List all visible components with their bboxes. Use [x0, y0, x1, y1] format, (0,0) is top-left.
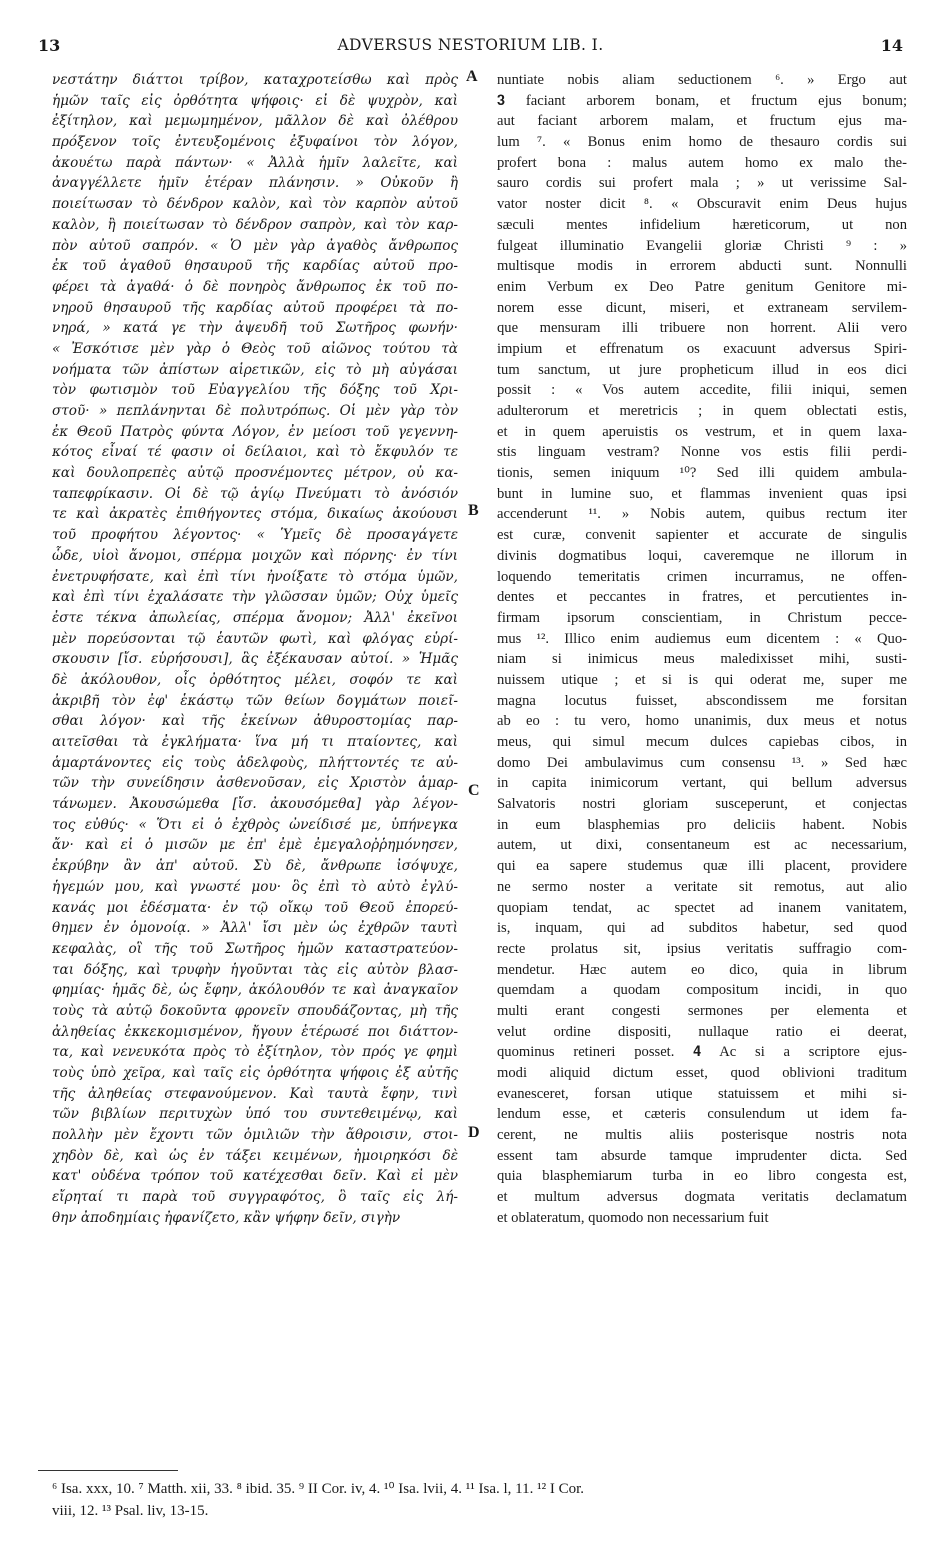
latin-text-line: multi erant congesti sermones per elementa et [497, 1002, 907, 1019]
greek-text-line: ἄν· καὶ εἰ ὁ μισῶν με ἐπ' ἐμὲ ἐμεγαλοῤῥημόνησεν, [52, 837, 458, 854]
greek-text-line: κατ' οὐδένα τρόπον τοῦ κατέχεσθαι δεῖν. Καὶ εἰ μὲν [52, 1168, 458, 1185]
latin-text-line: sauro cordis sui profert mala ; » ut verissime Sal- [497, 175, 907, 192]
latin-text-line: est curæ, convenit sapienter et accurate de singulis [497, 527, 907, 544]
latin-text-line: Salvatoris nostri gloriam susceperunt, et conjectas [497, 796, 907, 813]
latin-text-line: que mensuram illi tribuere non horrent. Alii vero [497, 320, 907, 337]
greek-text-line: τῶν τὴν συνείδησιν ἀσθενοῦσαν, εἰς Χριστὸν ἁμαρ- [52, 775, 458, 792]
greek-text-line: ποιείτωσαν τὸ δένδρον καλὸν, καὶ τὸν καρπὸν αὐτοῦ [52, 196, 458, 213]
greek-text-line: νηρά, » κατά γε τὴν ἀψευδῆ τοῦ Σωτῆρος φωνήν· [52, 320, 458, 337]
greek-text-line: θημεν ἐν ὁμονοίᾳ. » Ἀλλ' ἴσι μὲν ὡς ἐχθρῶν ταυτὶ [52, 920, 458, 937]
greek-text-line: τα, καὶ νενευκότα πρὸς τὸ ἐξίτηλον, τὸν πρός γε φημὶ [52, 1044, 458, 1061]
latin-text-line: vator noster dicit ⁸. « Obscuravit enim Deus hujus [497, 196, 907, 213]
latin-text-line: bunt in lumine suo, et flammas invenient quas ipsi [497, 485, 907, 502]
latin-text-line: recte prolatus sit, ipsius veritatis suffragio com- [497, 940, 907, 957]
greek-text-line: δὲ ἀκόλουθον, οἷς ὀρθότητος μέλει, σοφόν τε καὶ [52, 671, 458, 688]
latin-text-line: magna locutus fuisset, abscondissem me forsitan [497, 692, 907, 709]
latin-text-line: qui ea sapere studemus quæ illi placent, providere [497, 858, 907, 875]
greek-text-line: αιτεῖσθαι τὰ ἐγκλήματα· ἵνα μή τι πταίοντες, καὶ [52, 734, 458, 750]
greek-text-line: νηροῦ θησαυροῦ τῆς καρδίας αὐτοῦ προφέρει τὰ πο- [52, 299, 458, 316]
latin-text-line: sæculi mentes infidelium hæreticorum, ut non [497, 216, 907, 233]
margin-marker-b: B [468, 502, 479, 519]
greek-text-line: « Ἐσκότισε μὲν γὰρ ὁ Θεὸς τοῦ αἰῶνος τούτου τὰ [52, 340, 458, 357]
greek-text-line: ἡμῶν ταῖς εἰς ὀρθότητα ψήφοις· εἰ δὲ ψυχρὸν, καὶ [52, 92, 458, 109]
latin-text-line: quemdam a quodam compositum incidi, in quo [497, 982, 907, 999]
greek-text-line: μὲν πορεύσονται τῷ ἑαυτῶν φωτὶ, καὶ φλόγας εὑρί- [52, 630, 458, 647]
greek-text-line: ἐκ τοῦ ἀγαθοῦ θησαυροῦ τῆς καρδίας αὐτοῦ προ- [52, 258, 458, 275]
greek-text-line: ἀναγγέλλετε ἡμῖν ἑτέραν πλάνησιν. » Οὐκοῦν ἢ [52, 175, 458, 192]
latin-text-line: tionis, semen iniquum ¹⁰? Sed illi quidem ambula- [497, 465, 907, 482]
latin-text-line: et oblateratum, quomodo non necessarium fuit [497, 1209, 769, 1226]
latin-text-line: meus, qui simul mecum dulces capiebas cibos, in [497, 734, 907, 750]
greek-text-line: τος εὐθύς· « Ὅτι εἰ ὁ ἐχθρὸς ὠνείδισέ με, ὑπήνεγκα [52, 816, 458, 833]
latin-text-line: fulgeat illuminatio Evangelii gloriæ Christi ⁹ : » [497, 237, 907, 254]
latin-text-line: autem, ut dixi, consentaneum est ac necessarium, [497, 837, 907, 854]
greek-text-line: ἐξίτηλον, καὶ μεμωμημένον, μᾶλλον δὲ καὶ ὀλέθρου [52, 113, 458, 130]
greek-text-line: ἀληθείας ἐκκεκομισμένον, ἤγουν ἑτέρωσέ ποι διάττον- [52, 1023, 458, 1040]
latin-text-line: multisque modis in errorem abducti sunt. Nonnulli [497, 258, 907, 275]
greek-text-line: νοήματα τῶν ἀπίστων αἱρετικῶν, εἰς τὸ μὴ αὐγάσαι [52, 361, 458, 378]
greek-text-line: καὶ ἐπὶ τίνι ἐχαλάσατε τὴν γλῶσσαν ὑμῶν; Οὐχ ὑμεῖς [52, 589, 458, 606]
greek-text-line: κανάς μοι ἐδέσματα· ἐν τῷ οἴκῳ τοῦ Θεοῦ ἐπορεύ- [52, 899, 458, 916]
latin-text-line: domo Dei ambulavimus cum consensu ¹³. » Sed hæc [497, 754, 907, 771]
latin-text-line: norem esse dicunt, miseri, et extraneam servilem- [497, 299, 907, 316]
margin-marker-a: A [466, 68, 478, 85]
latin-text-line: enim Verbum ex Deo Patre genitum Genitore mi- [497, 278, 907, 295]
latin-text-line: firmam ipsorum conscientiam, in Christum pecce- [497, 609, 907, 626]
greek-text-line: ἐστε τέκνα ἀπωλείας, σπέρμα ἄνομον; Ἀλλ' ἐκεῖνοι [52, 609, 458, 626]
greek-text-line: ἀκουέτω παρὰ πάντων· « Ἀλλὰ ἡμῖν λαλεῖτε, καὶ [52, 154, 458, 171]
latin-text-line: accenderunt ¹¹. » Nobis autem, quibus rectum iter [497, 506, 907, 523]
greek-text-line: τοῦ προφήτου λέγοντος· « Ὑμεῖς δὲ προσαγάγετε [52, 527, 458, 544]
latin-text-line: loquendo temeritatis crimen incurramus, ne offen- [497, 568, 907, 585]
latin-text-line: ne sermo noster a veritate sit remotus, aut alio [497, 878, 907, 895]
greek-text-line: νεστάτην διάττοι τρίβον, καταχροτείσθω καὶ πρὸς [52, 72, 458, 88]
latin-text-line: impium et effrenatum os exacuunt adversus Spiri- [497, 340, 907, 357]
latin-text-line: divinis dogmatibus loqui, caveremque ne illorum in [497, 547, 907, 564]
latin-text-line: lendum esse, et cæteris consulendum ut idem fa- [497, 1106, 907, 1123]
greek-text-line: στοῦ· » πεπλάνηνται δὲ πολυτρόπως. Οἱ μὲν γὰρ τὸν [52, 403, 458, 419]
latin-text-line: quominus retineri posset. 𝟒 Ac si a scriptore ejus- [497, 1044, 907, 1061]
greek-text-line: κότος εἶναί τέ φασιν οἱ δείλαιοι, καὶ τὸ ἔκφυλόν τε [52, 444, 458, 461]
greek-text-line: ἐκρύβην ἂν ἀπ' αὐτοῦ. Σὺ δὲ, ἄνθρωπε ἰσόψυχε, [52, 858, 458, 875]
latin-text-line: 𝟑 faciant arborem bonam, et fructum ejus bonum; [497, 92, 907, 109]
greek-text-line: τῶν βιβλίων περιτυχὼν ὑπό του συντεθειμένῳ, καὶ [52, 1106, 458, 1123]
footnote-line: viii, 12. ¹³ Psal. liv, 13-15. [52, 1503, 209, 1519]
latin-text-line: essent tam absurde tamque imprudenter dicta. Sed [497, 1147, 907, 1164]
greek-text-line: τῆς ἀληθείας στεφανούμενον. Καὶ ταυτὰ ἔφην, τινὶ [52, 1085, 458, 1102]
greek-text-line: πρόξενον τοῖς ἐντευξομένοις ἐξυφαίνοι τὸν λόγον, [52, 134, 458, 151]
latin-text-line: adulterorum et meretricis ; in quem oblectati estis, [497, 403, 907, 419]
footnotes [52, 1478, 907, 1522]
margin-marker-c: C [468, 782, 480, 799]
greek-text-line: τὸν φωτισμὸν τοῦ Εὐαγγελίου τῆς δόξης τοῦ Χρι- [52, 382, 458, 399]
running-title: ADVERSUS NESTORIUM LIB. I. [337, 36, 604, 54]
latin-text-line: lum ⁷. « Bonus enim homo de thesauro cordis sui [497, 134, 907, 151]
greek-text-line: χηδὸν δὲ, καὶ ὡς ἐν τάξει κειμένων, ἠμοιρηκόσι δὲ [52, 1147, 458, 1164]
greek-text-line: καὶ δουλοπρεπὲς αὐτῷ προσνέμοντες μέτρον, οὐ κα- [52, 465, 458, 482]
greek-text-line: τε καὶ ἀκρατὲς ἐπιθήγοντες στόμα, δικαίως ἀκούουσι [52, 506, 458, 523]
greek-text-line: τοὺς τὰ αὐτῷ δοκοῦντα φρονεῖν σπουδάζοντας, μὴ τῆς [52, 1002, 458, 1019]
greek-text-line: θην ἀποδημίαις ἠφανίζετο, κἂν ψήφην δεῖν, σιγὴν [52, 1209, 401, 1226]
greek-text-line: ἀκριβῆ τὸν ἐφ' ἑκάστῳ τῶν θείων δογμάτων ποιεῖ- [52, 692, 458, 709]
greek-text-line: τάνωμεν. Ἀκουσώμεθα [ἴσ. ἀκουσόμεθα] γὰρ λέγον- [52, 796, 458, 813]
latin-text-line: tum sanctum, ut jure propheticum illud in eos dici [497, 361, 907, 378]
greek-text-line: ται δόξης, καὶ τρυφὴν ἡγοῦνται τὰς εἰς αὐτὸν βλασ- [52, 961, 458, 978]
latin-text-line: modi aliquid dictum esset, quod oblivioni traditum [497, 1065, 907, 1081]
latin-text-line: possit : « Vos autem accedite, filii iniqui, semen [497, 382, 907, 399]
latin-text-line: ab eo : tu vero, homo unanimis, dux meus et notus [497, 713, 907, 730]
greek-text-line: κεφαλὰς, οἳ τῆς τοῦ Σωτῆρος ἡμῶν καταστρατεύον- [52, 940, 458, 957]
greek-text-line: σθαι λόγον· καὶ τῆς ἐκείνων ἀθυροστομίας παρ- [52, 713, 458, 730]
greek-text-line: ἐνετρυφήσατε, καὶ ἐπὶ τίνι ἠνοίξατε τὸ στόμα ὑμῶν, [52, 568, 458, 585]
latin-text-line: in capita inimicorum vertant, qui bellum adversus [497, 775, 907, 792]
margin-marker-d: D [468, 1124, 480, 1141]
latin-text-line: mendetur. Hæc autem eo dico, quia in librum [497, 961, 907, 978]
page-header [38, 36, 903, 60]
latin-text-line: is, inquam, qui ad subditos habetur, sed quod [497, 920, 907, 937]
page-number-right: 14 [880, 36, 903, 55]
greek-text-line: καλὸν, ἢ ποιείτωσαν τὸ δένδρον σαπρὸν, καὶ τὸν καρ- [52, 216, 458, 233]
latin-text-line: et in quem aperuistis os vestrum, et in quem laxa- [497, 423, 907, 440]
latin-text-line: cerent, ne multis aliis posterisque nostris nota [497, 1127, 907, 1144]
latin-text-line: quopiam tendat, ac spectet ad inanem vanitatem, [497, 899, 907, 916]
latin-text-line: mus ¹². Illico enim audiemus eum dicentem : « Quo- [497, 630, 907, 647]
latin-text-line: nuntiate nobis aliam seductionem ⁶. » Ergo aut [497, 72, 907, 88]
greek-text-line: τοὺς ὑπὸ χεῖρα, καὶ ταῖς εἰς ὀρθότητα ψήφοις ἐξ αὐτῆς [52, 1065, 458, 1081]
greek-text-column [52, 70, 458, 1229]
greek-text-line: ταπεφρίκασιν. Οἱ δὲ τῷ ἁγίῳ Πνεύματι τὸ ἀνόσιόν [52, 485, 458, 502]
greek-text-line: σκουσιν [ἴσ. εὑρήσουσι], ἃς ἐξέκαυσαν αὐτοί. » Ἡμᾶς [52, 651, 458, 668]
latin-text-line: quia blasphemiarum turba in eo libro congesta est, [497, 1168, 907, 1185]
latin-text-line: stis linguam vestram? Nonne vos estis filii perdi- [497, 444, 907, 461]
latin-text-line: velut ordine dispositi, nullaque ratio ei deerat, [497, 1023, 907, 1040]
footnote-line: ⁶ Isa. xxx, 10. ⁷ Matth. xii, 33. ⁸ ibid. 35. ⁹ II Cor. iv, 4. ¹⁰ Isa. lvii, 4. ¹¹ Isa. l, 11. ¹² I Cor. [52, 1481, 585, 1497]
latin-text-line: dentes et peccantes in fratres, et percutientes in- [497, 589, 907, 606]
latin-text-line: et multum adversus dogmata veritatis declamatum [497, 1189, 907, 1206]
greek-text-line: ἐκ Θεοῦ Πατρὸς φύντα Λόγον, ἐν μείοσι τοῦ γεγεννη- [52, 423, 458, 440]
greek-text-line: ἁμαρτάνοντες εἰς τοὺς ἀδελφοὺς, πλήττοντές τε αὐ- [52, 754, 458, 771]
greek-text-line: πὸν αὐτοῦ σαπρόν. « Ὁ μὲν γὰρ ἀγαθὸς ἄνθρωπος [52, 237, 458, 254]
latin-text-line: niam si inimicus meus maledixisset mihi, susti- [497, 651, 907, 668]
greek-text-line: ἡγεμών μου, καὶ γνωστέ μου· ὃς ἐπὶ τὸ αὐτὸ ἐγλύ- [52, 878, 458, 895]
latin-text-line: in eum blasphemias pro deliciis habent. Nobis [497, 816, 907, 833]
latin-text-column [497, 70, 907, 1229]
page-number-left: 13 [38, 36, 61, 55]
latin-text-line: aut faciant arborem malam, et fructum ejus ma- [497, 113, 907, 130]
greek-text-line: φημίας· ἡμᾶς δὲ, ὡς ἔφην, ἀκόλουθόν τε καὶ ἀναγκαῖον [52, 982, 458, 999]
greek-text-line: εἴρηταί τι παρὰ τοῦ συγγραφότος, ὃ ταῖς εἰς λή- [52, 1189, 458, 1206]
footnote-rule [38, 1470, 178, 1471]
latin-text-line: evanesceret, forsan utique statuissem et mihi si- [497, 1085, 907, 1102]
latin-text-line: profert bona : malus autem homo ex malo the- [497, 154, 907, 171]
latin-text-line: nuissem utique ; et si is qui oderat me, super me [497, 671, 907, 688]
greek-text-line: πολλὴν μὲν ἔχοντι τῶν ὁμιλιῶν τὴν ἄθροισιν, στοι- [52, 1127, 458, 1144]
greek-text-line: φέρει τὰ ἀγαθά· ὁ δὲ πονηρὸς ἄνθρωπος ἐκ τοῦ πο- [52, 278, 458, 295]
greek-text-line: ὧδε, υἱοὶ ἄνομοι, σπέρμα μοιχῶν καὶ πόρνης· ἐν τίνι [52, 547, 458, 564]
